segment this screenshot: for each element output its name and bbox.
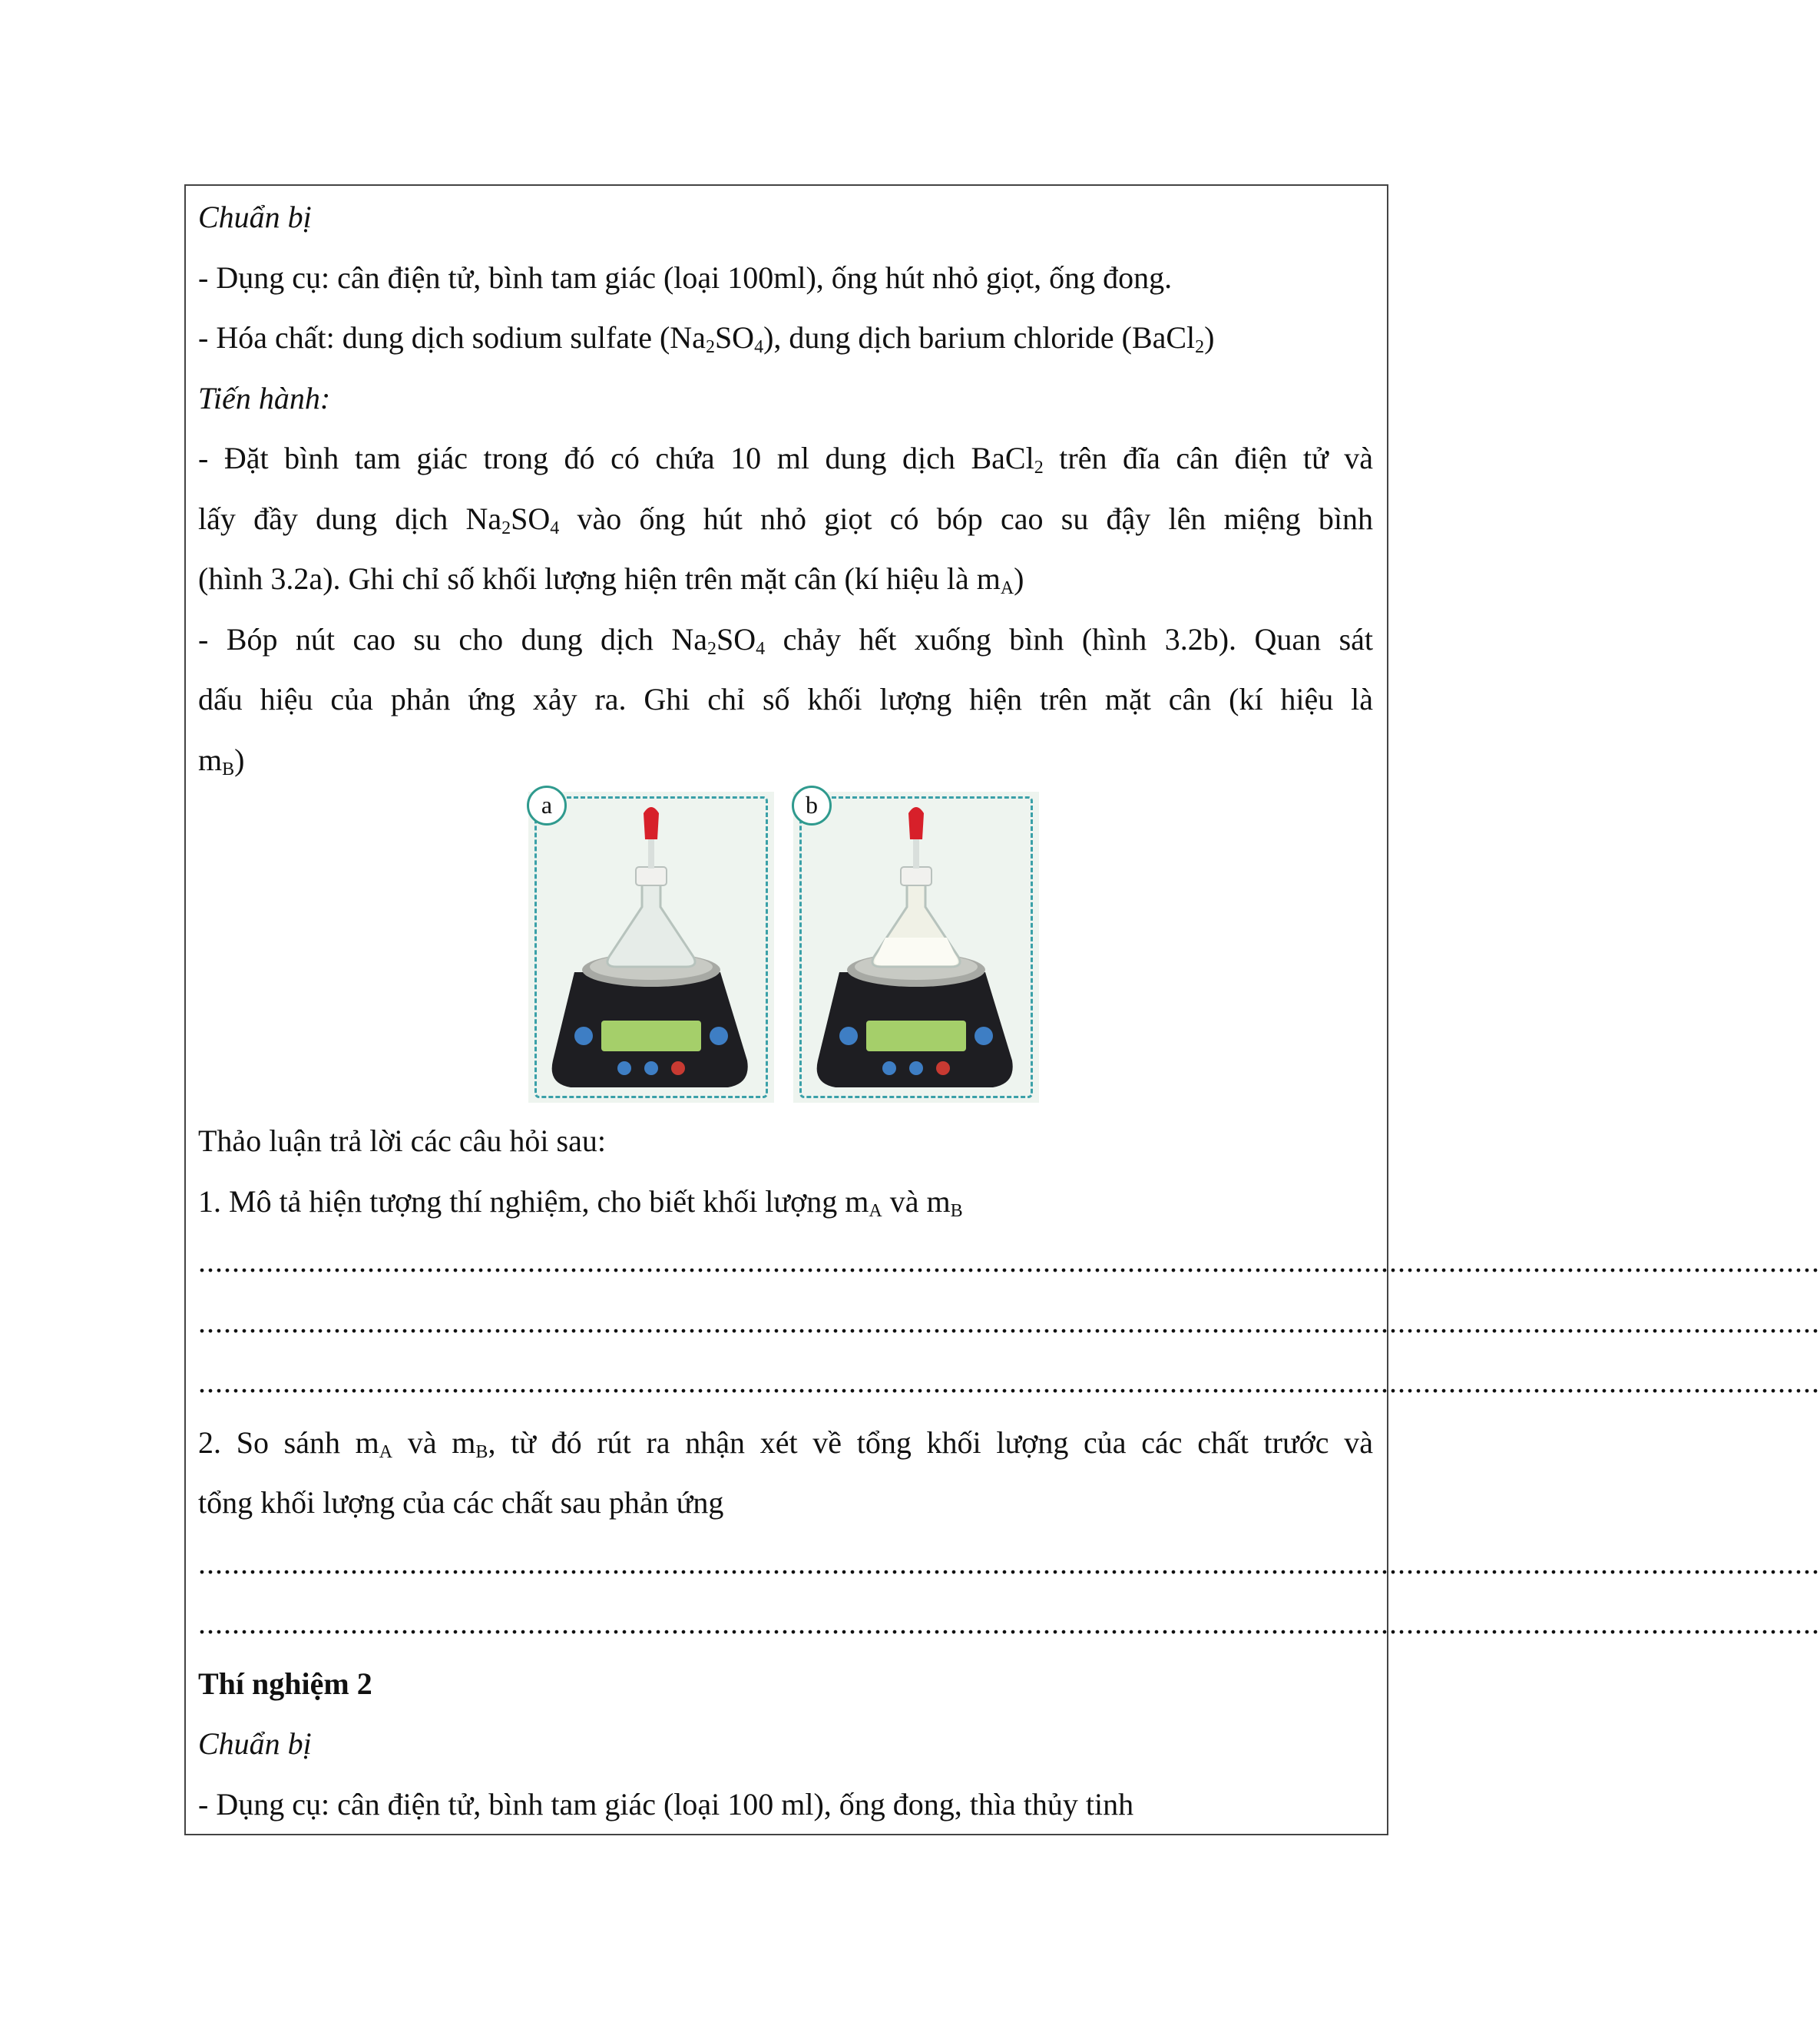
- figure-b-label: b: [792, 786, 832, 826]
- answer-line-1[interactable]: ................................................................................................................................................................................................: [198, 1244, 1820, 1279]
- question-2-line1: 2. So sánh $m_A$ và $m_B$, từ đó rút ra nhận xét về tổng khối lượng của các chất trước và: [198, 1424, 1373, 1462]
- prep2-heading: Chuẩn bị: [198, 1726, 312, 1761]
- experiment-2-heading: Thí nghiệm 2: [198, 1666, 372, 1701]
- figure-a-label: a: [527, 786, 567, 826]
- answer-line-5[interactable]: ................................................................................................................................................................................................: [198, 1606, 1820, 1640]
- step1-line1: - Đặt bình tam giác trong đó có chứa 10 ml dung dịch BaCl$_2$ trên đĩa cân điện tử và: [198, 441, 1374, 478]
- procedure-heading: Tiến hành:: [198, 380, 331, 415]
- discussion-prompt: Thảo luận trả lời các câu hỏi sau:: [198, 1123, 606, 1158]
- chemicals-line: - Hóa chất: dung dịch sodium sulfate $(Na_2SO_4)$, dung dịch barium chloride (BaCl$_2$): [198, 320, 1215, 357]
- figure-3-2: [198, 792, 1373, 1107]
- prep-heading: Chuẩn bị: [198, 200, 312, 234]
- question-1: 1. Mô tả hiện tượng thí nghiệm, cho biết khối lượng $m_A$ và $m_B$: [198, 1183, 963, 1221]
- answer-line-4[interactable]: ................................................................................................................................................................................................: [198, 1545, 1820, 1580]
- step2-line3: $m_B$): [198, 742, 245, 779]
- answer-line-2[interactable]: ................................................................................................................................................................................................: [198, 1304, 1820, 1339]
- step2-line1: - Bóp nút cao su cho dung dịch $Na_2SO_4$ chảy hết xuống bình (hình 3.2b). Quan sát: [198, 621, 1373, 659]
- document-body: [198, 187, 1820, 1835]
- question-2-line2: tổng khối lượng của các chất sau phản ứng: [198, 1485, 724, 1520]
- figure-a: [528, 792, 774, 1103]
- tools2-line: - Dụng cụ: cân điện tử, bình tam giác (loại 100 ml), ống đong, thìa thủy tinh: [198, 1786, 1134, 1822]
- tools-line: - Dụng cụ: cân điện tử, bình tam giác (loại 100ml), ống hút nhỏ giọt, ống đong.: [198, 260, 1173, 295]
- answer-line-3[interactable]: ................................................................................................................................................................................................: [198, 1365, 1820, 1399]
- figure-b-border: [799, 796, 1033, 1098]
- figure-b: [793, 792, 1039, 1103]
- step2-line2: dấu hiệu của phản ứng xảy ra. Ghi chỉ số khối lượng hiện trên mặt cân (kí hiệu là: [198, 682, 1373, 716]
- step1-line2: lấy đầy dung dịch $Na_2SO_4$ vào ống hút nhỏ giọt có bóp cao su đậy lên miệng bình: [198, 501, 1373, 538]
- figure-a-border: [534, 796, 768, 1098]
- step1-line3: (hình 3.2a). Ghi chỉ số khối lượng hiện trên mặt cân (kí hiệu là $m_A$): [198, 561, 1024, 598]
